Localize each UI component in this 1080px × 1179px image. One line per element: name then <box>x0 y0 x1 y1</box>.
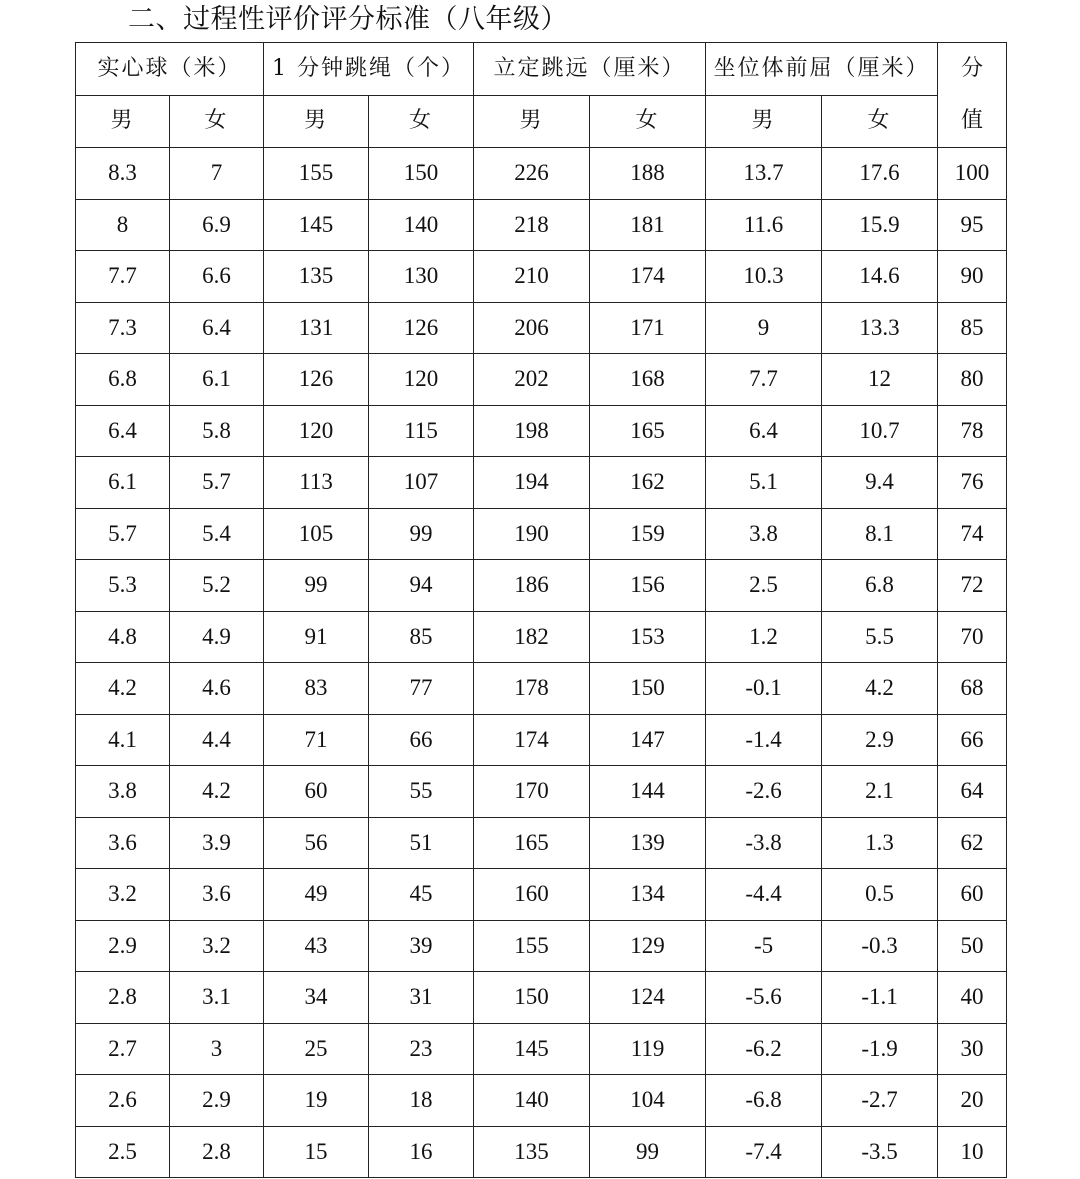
cell-sit-reach-female: 6.8 <box>822 560 938 612</box>
cell-shot-put-female: 3.2 <box>170 920 264 972</box>
cell-shot-put-female: 7 <box>170 148 264 200</box>
cell-sit-reach-female: -1.9 <box>822 1023 938 1075</box>
cell-rope-skipping-female: 55 <box>369 766 474 818</box>
cell-long-jump-female: 104 <box>590 1075 706 1127</box>
table-row <box>76 199 1007 251</box>
cell-rope-skipping-female: 94 <box>369 560 474 612</box>
cell-long-jump-female: 159 <box>590 508 706 560</box>
cell-sit-reach-male: 1.2 <box>706 611 822 663</box>
cell-rope-skipping-male: 83 <box>264 663 369 715</box>
cell-long-jump-female: 174 <box>590 251 706 303</box>
cell-shot-put-female: 3.6 <box>170 869 264 921</box>
cell-shot-put-female: 6.4 <box>170 302 264 354</box>
cell-rope-skipping-female: 150 <box>369 148 474 200</box>
cell-score-value: 85 <box>938 302 1007 354</box>
cell-shot-put-male: 4.2 <box>76 663 170 715</box>
cell-sit-reach-female: 9.4 <box>822 457 938 509</box>
cell-rope-skipping-male: 25 <box>264 1023 369 1075</box>
cell-shot-put-male: 2.7 <box>76 1023 170 1075</box>
cell-score-value: 90 <box>938 251 1007 303</box>
event-header-row <box>76 43 1007 96</box>
cell-shot-put-male: 6.8 <box>76 354 170 406</box>
cell-sit-reach-female: 12 <box>822 354 938 406</box>
cell-sit-reach-male: -0.1 <box>706 663 822 715</box>
cell-shot-put-female: 3.9 <box>170 817 264 869</box>
cell-shot-put-male: 6.1 <box>76 457 170 509</box>
cell-score-value: 50 <box>938 920 1007 972</box>
cell-shot-put-female: 5.7 <box>170 457 264 509</box>
cell-long-jump-male: 206 <box>474 302 590 354</box>
cell-rope-skipping-male: 155 <box>264 148 369 200</box>
cell-long-jump-male: 186 <box>474 560 590 612</box>
cell-long-jump-male: 165 <box>474 817 590 869</box>
cell-rope-skipping-male: 126 <box>264 354 369 406</box>
cell-sit-reach-male: 5.1 <box>706 457 822 509</box>
cell-long-jump-female: 153 <box>590 611 706 663</box>
cell-shot-put-male: 3.8 <box>76 766 170 818</box>
cell-rope-skipping-female: 99 <box>369 508 474 560</box>
cell-score-value: 62 <box>938 817 1007 869</box>
cell-shot-put-female: 3.1 <box>170 972 264 1024</box>
header-female: 女 <box>822 95 938 148</box>
cell-shot-put-male: 2.9 <box>76 920 170 972</box>
cell-shot-put-male: 4.1 <box>76 714 170 766</box>
cell-sit-reach-female: -0.3 <box>822 920 938 972</box>
cell-rope-skipping-male: 60 <box>264 766 369 818</box>
cell-long-jump-female: 188 <box>590 148 706 200</box>
cell-long-jump-male: 135 <box>474 1126 590 1178</box>
table-row <box>76 766 1007 818</box>
cell-long-jump-male: 202 <box>474 354 590 406</box>
cell-score-value: 30 <box>938 1023 1007 1075</box>
page-title: 二、过程性评价评分标准（八年级） <box>128 4 568 35</box>
cell-rope-skipping-male: 15 <box>264 1126 369 1178</box>
cell-long-jump-female: 150 <box>590 663 706 715</box>
cell-sit-reach-female: 1.3 <box>822 817 938 869</box>
table-row <box>76 148 1007 200</box>
cell-long-jump-male: 160 <box>474 869 590 921</box>
cell-score-value: 40 <box>938 972 1007 1024</box>
cell-rope-skipping-female: 16 <box>369 1126 474 1178</box>
cell-long-jump-female: 181 <box>590 199 706 251</box>
cell-score-value: 72 <box>938 560 1007 612</box>
cell-rope-skipping-female: 107 <box>369 457 474 509</box>
cell-sit-reach-female: -3.5 <box>822 1126 938 1178</box>
table-row <box>76 457 1007 509</box>
cell-long-jump-male: 190 <box>474 508 590 560</box>
cell-score-value: 74 <box>938 508 1007 560</box>
cell-long-jump-female: 156 <box>590 560 706 612</box>
cell-long-jump-male: 182 <box>474 611 590 663</box>
cell-shot-put-female: 5.2 <box>170 560 264 612</box>
cell-sit-reach-male: 13.7 <box>706 148 822 200</box>
cell-sit-reach-female: 14.6 <box>822 251 938 303</box>
cell-sit-reach-male: 6.4 <box>706 405 822 457</box>
header-male: 男 <box>474 95 590 148</box>
cell-shot-put-female: 6.9 <box>170 199 264 251</box>
cell-long-jump-female: 99 <box>590 1126 706 1178</box>
header-score-line-1: 分 <box>961 56 984 81</box>
table-row <box>76 869 1007 921</box>
cell-sit-reach-male: 3.8 <box>706 508 822 560</box>
cell-shot-put-male: 3.2 <box>76 869 170 921</box>
cell-long-jump-female: 144 <box>590 766 706 818</box>
cell-shot-put-female: 4.9 <box>170 611 264 663</box>
cell-shot-put-female: 3 <box>170 1023 264 1075</box>
cell-sit-reach-male: -5.6 <box>706 972 822 1024</box>
cell-shot-put-female: 4.6 <box>170 663 264 715</box>
cell-long-jump-female: 129 <box>590 920 706 972</box>
table-row <box>76 972 1007 1024</box>
table-row <box>76 354 1007 406</box>
cell-rope-skipping-female: 66 <box>369 714 474 766</box>
cell-long-jump-male: 194 <box>474 457 590 509</box>
cell-sit-reach-male: -5 <box>706 920 822 972</box>
cell-sit-reach-male: -6.2 <box>706 1023 822 1075</box>
cell-sit-reach-male: -4.4 <box>706 869 822 921</box>
cell-long-jump-male: 174 <box>474 714 590 766</box>
cell-shot-put-female: 6.6 <box>170 251 264 303</box>
cell-long-jump-male: 210 <box>474 251 590 303</box>
cell-shot-put-male: 2.6 <box>76 1075 170 1127</box>
header-sit-and-reach: 坐位体前屈（厘米） <box>706 43 938 96</box>
cell-score-value: 64 <box>938 766 1007 818</box>
table-row <box>76 920 1007 972</box>
cell-long-jump-male: 178 <box>474 663 590 715</box>
cell-shot-put-male: 5.3 <box>76 560 170 612</box>
cell-long-jump-female: 124 <box>590 972 706 1024</box>
cell-sit-reach-female: 4.2 <box>822 663 938 715</box>
cell-rope-skipping-female: 39 <box>369 920 474 972</box>
cell-sit-reach-female: 10.7 <box>822 405 938 457</box>
cell-sit-reach-male: 11.6 <box>706 199 822 251</box>
cell-rope-skipping-female: 126 <box>369 302 474 354</box>
cell-rope-skipping-female: 85 <box>369 611 474 663</box>
cell-long-jump-female: 119 <box>590 1023 706 1075</box>
table-row <box>76 611 1007 663</box>
cell-shot-put-female: 2.9 <box>170 1075 264 1127</box>
cell-rope-skipping-male: 105 <box>264 508 369 560</box>
scoring-standard-table <box>75 42 1007 1178</box>
header-standing-long-jump: 立定跳远（厘米） <box>474 43 706 96</box>
cell-long-jump-male: 145 <box>474 1023 590 1075</box>
cell-score-value: 20 <box>938 1075 1007 1127</box>
cell-shot-put-male: 8.3 <box>76 148 170 200</box>
cell-shot-put-female: 5.4 <box>170 508 264 560</box>
cell-sit-reach-female: 2.9 <box>822 714 938 766</box>
cell-sit-reach-male: 9 <box>706 302 822 354</box>
cell-score-value: 76 <box>938 457 1007 509</box>
cell-shot-put-female: 6.1 <box>170 354 264 406</box>
cell-rope-skipping-male: 71 <box>264 714 369 766</box>
table-row <box>76 405 1007 457</box>
cell-long-jump-female: 168 <box>590 354 706 406</box>
cell-long-jump-female: 165 <box>590 405 706 457</box>
table-row <box>76 1023 1007 1075</box>
header-shot-put: 实心球（米） <box>76 43 264 96</box>
cell-score-value: 68 <box>938 663 1007 715</box>
cell-shot-put-male: 7.3 <box>76 302 170 354</box>
header-score-line-2: 值 <box>961 108 984 133</box>
cell-score-value: 10 <box>938 1126 1007 1178</box>
cell-rope-skipping-female: 45 <box>369 869 474 921</box>
header-male: 男 <box>76 95 170 148</box>
table-row <box>76 714 1007 766</box>
cell-sit-reach-female: 5.5 <box>822 611 938 663</box>
cell-sit-reach-male: -3.8 <box>706 817 822 869</box>
cell-long-jump-male: 218 <box>474 199 590 251</box>
header-rope-skipping: 1 分钟跳绳（个） <box>264 43 474 96</box>
cell-shot-put-male: 5.7 <box>76 508 170 560</box>
cell-rope-skipping-female: 31 <box>369 972 474 1024</box>
table-row <box>76 508 1007 560</box>
cell-rope-skipping-male: 91 <box>264 611 369 663</box>
cell-long-jump-male: 150 <box>474 972 590 1024</box>
cell-sit-reach-male: 7.7 <box>706 354 822 406</box>
cell-rope-skipping-male: 49 <box>264 869 369 921</box>
cell-sit-reach-male: -7.4 <box>706 1126 822 1178</box>
cell-long-jump-female: 171 <box>590 302 706 354</box>
cell-score-value: 60 <box>938 869 1007 921</box>
cell-long-jump-female: 162 <box>590 457 706 509</box>
header-female: 女 <box>170 95 264 148</box>
cell-sit-reach-male: -1.4 <box>706 714 822 766</box>
table-row <box>76 1075 1007 1127</box>
header-female: 女 <box>590 95 706 148</box>
cell-long-jump-male: 226 <box>474 148 590 200</box>
table-row <box>76 560 1007 612</box>
cell-shot-put-male: 2.5 <box>76 1126 170 1178</box>
cell-long-jump-female: 134 <box>590 869 706 921</box>
cell-rope-skipping-female: 77 <box>369 663 474 715</box>
cell-sit-reach-female: -2.7 <box>822 1075 938 1127</box>
cell-long-jump-female: 139 <box>590 817 706 869</box>
cell-sit-reach-male: -2.6 <box>706 766 822 818</box>
cell-long-jump-male: 170 <box>474 766 590 818</box>
cell-score-value: 100 <box>938 148 1007 200</box>
table-row <box>76 663 1007 715</box>
cell-long-jump-male: 155 <box>474 920 590 972</box>
cell-rope-skipping-male: 56 <box>264 817 369 869</box>
header-male: 男 <box>706 95 822 148</box>
cell-sit-reach-male: -6.8 <box>706 1075 822 1127</box>
cell-sit-reach-female: 13.3 <box>822 302 938 354</box>
cell-sit-reach-female: 2.1 <box>822 766 938 818</box>
cell-rope-skipping-male: 19 <box>264 1075 369 1127</box>
cell-shot-put-female: 5.8 <box>170 405 264 457</box>
cell-score-value: 95 <box>938 199 1007 251</box>
cell-long-jump-male: 198 <box>474 405 590 457</box>
cell-shot-put-male: 2.8 <box>76 972 170 1024</box>
cell-rope-skipping-male: 135 <box>264 251 369 303</box>
cell-rope-skipping-female: 120 <box>369 354 474 406</box>
header-score <box>938 43 1007 148</box>
cell-rope-skipping-male: 43 <box>264 920 369 972</box>
table-row <box>76 817 1007 869</box>
cell-long-jump-female: 147 <box>590 714 706 766</box>
cell-shot-put-male: 3.6 <box>76 817 170 869</box>
cell-score-value: 70 <box>938 611 1007 663</box>
table-row <box>76 302 1007 354</box>
cell-shot-put-female: 4.2 <box>170 766 264 818</box>
cell-rope-skipping-male: 99 <box>264 560 369 612</box>
cell-shot-put-male: 4.8 <box>76 611 170 663</box>
cell-rope-skipping-male: 120 <box>264 405 369 457</box>
cell-sit-reach-male: 10.3 <box>706 251 822 303</box>
cell-rope-skipping-female: 23 <box>369 1023 474 1075</box>
cell-rope-skipping-female: 140 <box>369 199 474 251</box>
cell-rope-skipping-male: 145 <box>264 199 369 251</box>
cell-score-value: 66 <box>938 714 1007 766</box>
cell-shot-put-male: 8 <box>76 199 170 251</box>
cell-rope-skipping-male: 131 <box>264 302 369 354</box>
cell-sit-reach-female: -1.1 <box>822 972 938 1024</box>
cell-sit-reach-female: 15.9 <box>822 199 938 251</box>
score-table-body <box>76 148 1007 1178</box>
cell-rope-skipping-male: 34 <box>264 972 369 1024</box>
header-female: 女 <box>369 95 474 148</box>
cell-shot-put-male: 6.4 <box>76 405 170 457</box>
table-row <box>76 1126 1007 1178</box>
cell-rope-skipping-female: 51 <box>369 817 474 869</box>
cell-rope-skipping-male: 113 <box>264 457 369 509</box>
header-male: 男 <box>264 95 369 148</box>
cell-rope-skipping-female: 130 <box>369 251 474 303</box>
cell-rope-skipping-female: 18 <box>369 1075 474 1127</box>
cell-rope-skipping-female: 115 <box>369 405 474 457</box>
cell-sit-reach-male: 2.5 <box>706 560 822 612</box>
cell-long-jump-male: 140 <box>474 1075 590 1127</box>
cell-shot-put-female: 4.4 <box>170 714 264 766</box>
table-row <box>76 251 1007 303</box>
cell-sit-reach-female: 8.1 <box>822 508 938 560</box>
cell-score-value: 78 <box>938 405 1007 457</box>
cell-sit-reach-female: 17.6 <box>822 148 938 200</box>
gender-header-row <box>76 95 1007 148</box>
cell-shot-put-female: 2.8 <box>170 1126 264 1178</box>
cell-shot-put-male: 7.7 <box>76 251 170 303</box>
cell-score-value: 80 <box>938 354 1007 406</box>
cell-sit-reach-female: 0.5 <box>822 869 938 921</box>
